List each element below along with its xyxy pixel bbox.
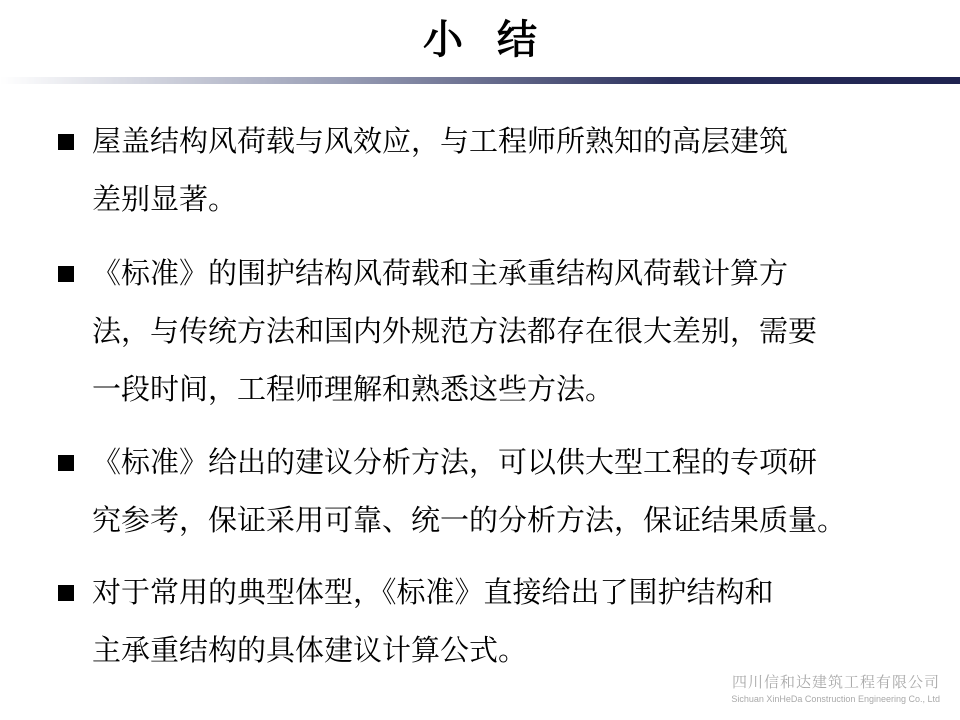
square-bullet-icon bbox=[58, 134, 74, 150]
watermark-company-en: Sichuan XinHeDa Construction Engineering Co., Ltd bbox=[731, 694, 940, 704]
bullet-text: 《标准》给出的建议分析方法，可以供大型工程的专项研 究参考，保证采用可靠、统一的分析方法，保证结果质量。 bbox=[92, 445, 847, 537]
bullet-text: 屋盖结构风荷载与风效应，与工程师所熟知的高层建筑 差别显著。 bbox=[92, 124, 789, 216]
slide-title: 小结 bbox=[423, 16, 571, 63]
company-watermark bbox=[731, 672, 940, 706]
bullet-text: 《标准》的围护结构风荷载和主承重结构风荷载计算方 法，与传统方法和国内外规范方法都存在很大差别，需要 一段时间，工程师理解和熟悉这些方法。 bbox=[92, 256, 818, 406]
square-bullet-icon bbox=[58, 585, 74, 601]
square-bullet-icon bbox=[58, 266, 74, 282]
bullet-text: 对于常用的典型体型，《标准》直接给出了围护结构和 主承重结构的具体建议计算公式。 bbox=[92, 575, 774, 667]
watermark-company-cn: 四川信和达建筑工程有限公司 bbox=[731, 673, 940, 691]
square-bullet-icon bbox=[58, 455, 74, 471]
